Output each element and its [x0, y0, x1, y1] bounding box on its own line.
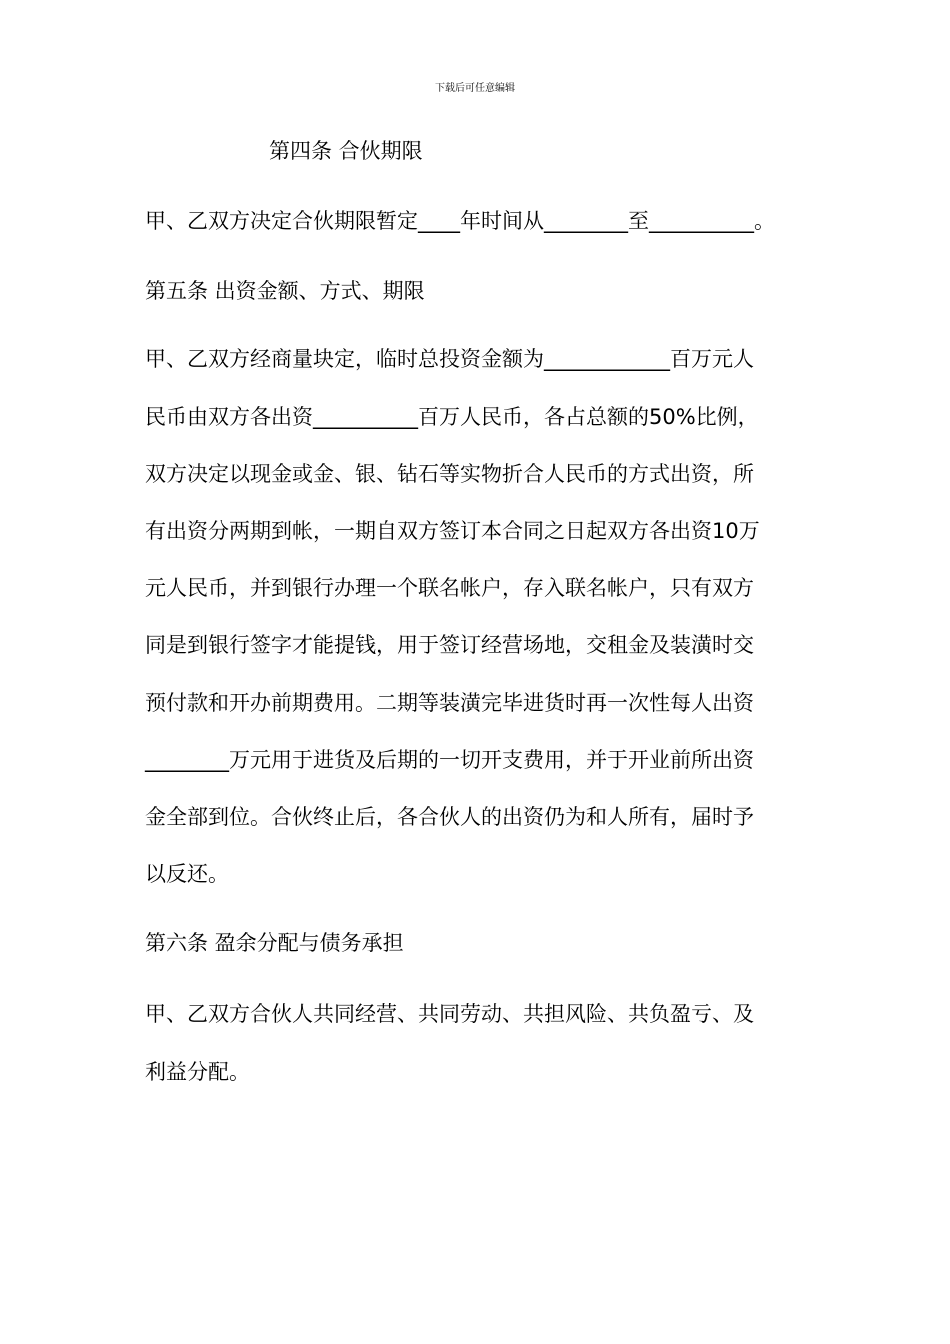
article-6-line-2: 利益分配。	[145, 1060, 250, 1084]
article-5-line-1: 甲、乙双方经商量块定，临时总投资金额为____________百万元人	[145, 347, 754, 371]
article-5-heading: 第五条 出资金额、方式、期限	[145, 279, 425, 303]
article-5-line-10: 以反还。	[145, 862, 229, 886]
article-5-line-4: 有出资分两期到帐，一期自双方签订本合同之日起双方各出资10万	[145, 519, 760, 543]
article-5-line-8: ________万元用于进货及后期的一切开支费用，并于开业前所出资	[145, 748, 754, 772]
page-header: 下载后可任意编辑	[435, 83, 515, 94]
article-6-heading: 第六条 盈余分配与债务承担	[145, 931, 404, 955]
article-5-line-2: 民币由双方各出资__________百万人民币，各占总额的50%比例，	[145, 405, 759, 429]
article-5-line-6: 同是到银行签字才能提钱，用于签订经营场地，交租金及装潢时交	[145, 633, 754, 657]
article-5-line-5: 元人民币，并到银行办理一个联名帐户，存入联名帐户，只有双方	[145, 576, 754, 600]
article-4-line-1: 甲、乙双方决定合伙期限暂定____年时间从________至__________。	[145, 209, 775, 233]
article-6-line-1: 甲、乙双方合伙人共同经营、共同劳动、共担风险、共负盈亏、及	[145, 1002, 754, 1026]
article-5-line-7: 预付款和开办前期费用。二期等装潢完毕进货时再一次性每人出资	[145, 691, 754, 715]
article-4-heading: 第四条 合伙期限	[269, 139, 423, 163]
article-5-line-9: 金全部到位。合伙终止后，各合伙人的出资仍为和人所有，届时予	[145, 805, 754, 829]
article-5-line-3: 双方决定以现金或金、银、钻石等实物折合人民币的方式出资，所	[145, 462, 754, 486]
